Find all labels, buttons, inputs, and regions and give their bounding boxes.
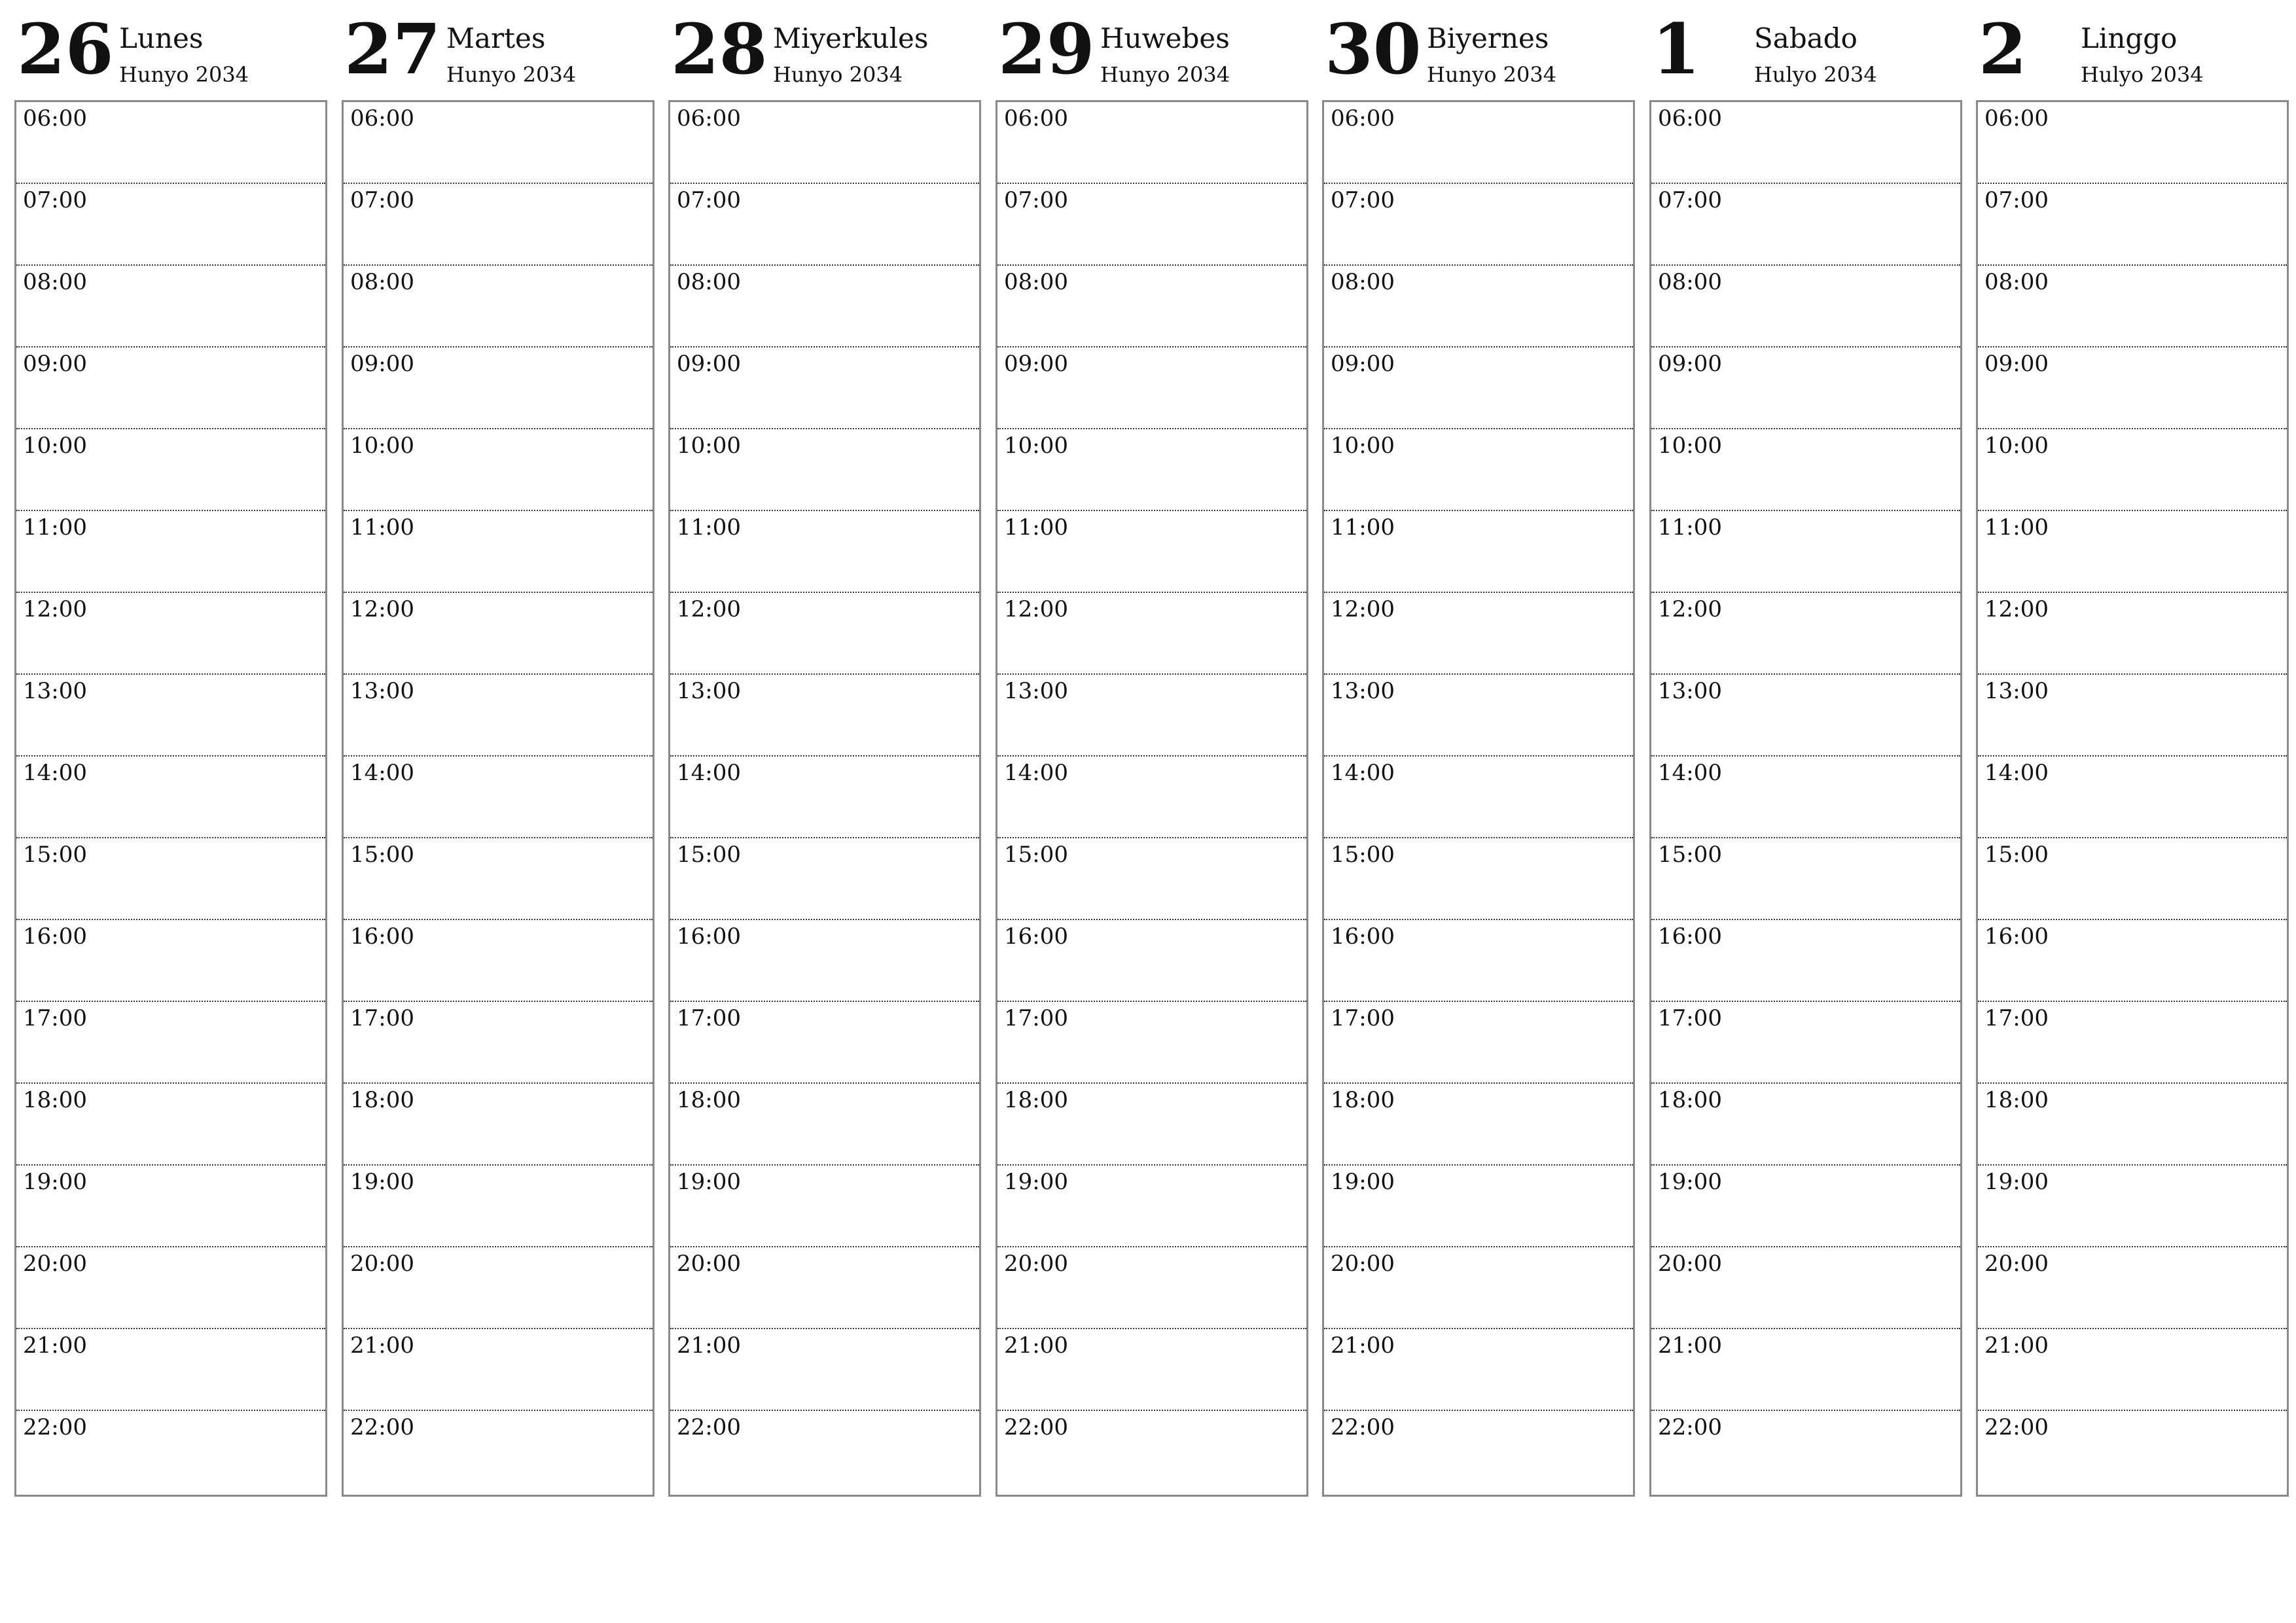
time-label: 15:00: [1984, 842, 2049, 868]
time-label: 22:00: [1658, 1414, 1722, 1440]
time-label: 11:00: [1331, 514, 1395, 541]
time-slot[interactable]: [1651, 348, 1960, 429]
time-slot[interactable]: [670, 1166, 979, 1247]
time-label: 06:00: [1658, 105, 1722, 132]
day-header: [668, 0, 981, 98]
time-slot[interactable]: [344, 184, 653, 266]
day-month-year: Hunyo 2034: [446, 62, 577, 87]
time-label: 21:00: [1004, 1332, 1068, 1359]
time-slot[interactable]: [670, 184, 979, 266]
time-label: 13:00: [350, 678, 414, 704]
time-slot[interactable]: [670, 266, 979, 348]
time-slot[interactable]: [1651, 511, 1960, 593]
time-slot[interactable]: [1324, 757, 1633, 838]
time-label: 14:00: [1984, 760, 2049, 786]
time-slot[interactable]: [997, 266, 1306, 348]
time-label: 20:00: [1331, 1251, 1395, 1277]
time-slot[interactable]: [344, 1247, 653, 1329]
time-slot[interactable]: [344, 1166, 653, 1247]
time-slot[interactable]: [997, 1166, 1306, 1247]
time-label: 17:00: [1984, 1005, 2049, 1031]
time-slot[interactable]: [344, 838, 653, 920]
time-slot[interactable]: [1651, 838, 1960, 920]
time-slot[interactable]: [1651, 1329, 1960, 1411]
time-slot[interactable]: [16, 1084, 325, 1166]
time-slot[interactable]: [997, 838, 1306, 920]
time-slot[interactable]: [1324, 1247, 1633, 1329]
time-label: 09:00: [350, 351, 414, 377]
time-label: 16:00: [1984, 923, 2049, 950]
time-slot[interactable]: [1651, 1166, 1960, 1247]
day-schedule-box: [342, 100, 655, 1497]
day-number: 27: [344, 8, 441, 90]
time-slot[interactable]: [997, 184, 1306, 266]
time-label: 15:00: [1004, 842, 1068, 868]
time-label: 18:00: [23, 1087, 87, 1113]
time-slot[interactable]: [1978, 757, 2287, 838]
time-slot[interactable]: [1978, 102, 2287, 184]
time-label: 18:00: [1004, 1087, 1068, 1113]
time-slot[interactable]: [1324, 675, 1633, 757]
time-slot[interactable]: [1324, 1411, 1633, 1493]
time-slot[interactable]: [997, 348, 1306, 429]
time-label: 21:00: [23, 1332, 87, 1359]
time-slot[interactable]: [1978, 593, 2287, 675]
time-label: 06:00: [23, 105, 87, 132]
time-label: 06:00: [1984, 105, 2049, 132]
time-slot[interactable]: [997, 1329, 1306, 1411]
time-slot[interactable]: [16, 1002, 325, 1084]
time-label: 13:00: [677, 678, 741, 704]
time-slot[interactable]: [344, 675, 653, 757]
day-schedule-box: [14, 100, 327, 1497]
day-month-year: Hunyo 2034: [1100, 62, 1230, 87]
time-slot[interactable]: [997, 1411, 1306, 1493]
time-label: 19:00: [23, 1169, 87, 1195]
time-slot[interactable]: [1324, 593, 1633, 675]
time-label: 15:00: [1331, 842, 1395, 868]
time-slot[interactable]: [1651, 1247, 1960, 1329]
time-label: 06:00: [677, 105, 741, 132]
day-header: [1322, 0, 1635, 98]
time-slot[interactable]: [670, 1002, 979, 1084]
time-label: 16:00: [677, 923, 741, 950]
time-slot[interactable]: [16, 429, 325, 511]
time-label: 08:00: [1658, 269, 1722, 295]
day-name: Miyerkules: [773, 22, 929, 54]
time-slot[interactable]: [344, 429, 653, 511]
time-slot[interactable]: [344, 757, 653, 838]
time-label: 11:00: [23, 514, 87, 541]
day-name: Biyernes: [1427, 22, 1549, 54]
time-slot[interactable]: [1651, 184, 1960, 266]
time-label: 12:00: [1984, 596, 2049, 622]
time-label: 06:00: [350, 105, 414, 132]
time-slot[interactable]: [1324, 1002, 1633, 1084]
time-label: 06:00: [1331, 105, 1395, 132]
time-slot[interactable]: [997, 920, 1306, 1002]
time-label: 12:00: [1658, 596, 1722, 622]
time-slot[interactable]: [1651, 1084, 1960, 1166]
time-slot[interactable]: [670, 102, 979, 184]
time-label: 19:00: [1004, 1169, 1068, 1195]
day-header: [14, 0, 327, 98]
time-label: 14:00: [1331, 760, 1395, 786]
time-slot[interactable]: [1978, 1329, 2287, 1411]
time-label: 07:00: [1984, 187, 2049, 213]
time-label: 07:00: [23, 187, 87, 213]
time-label: 20:00: [677, 1251, 741, 1277]
time-slot[interactable]: [1324, 511, 1633, 593]
time-label: 09:00: [1331, 351, 1395, 377]
time-label: 07:00: [677, 187, 741, 213]
time-slot[interactable]: [1651, 757, 1960, 838]
time-label: 07:00: [350, 187, 414, 213]
time-label: 08:00: [1004, 269, 1068, 295]
time-slot[interactable]: [344, 593, 653, 675]
time-slot[interactable]: [1651, 593, 1960, 675]
day-name: Sabado: [1754, 22, 1857, 54]
time-label: 10:00: [1004, 433, 1068, 459]
time-slot[interactable]: [16, 593, 325, 675]
time-label: 14:00: [1004, 760, 1068, 786]
day-number: 29: [998, 8, 1095, 90]
time-slot[interactable]: [16, 1166, 325, 1247]
time-slot[interactable]: [997, 1247, 1306, 1329]
time-label: 15:00: [23, 842, 87, 868]
day-name: Lunes: [119, 22, 204, 54]
time-label: 15:00: [350, 842, 414, 868]
time-slot[interactable]: [670, 920, 979, 1002]
time-label: 10:00: [350, 433, 414, 459]
time-label: 18:00: [350, 1087, 414, 1113]
time-slot[interactable]: [1978, 429, 2287, 511]
time-label: 17:00: [677, 1005, 741, 1031]
time-slot[interactable]: [997, 1002, 1306, 1084]
time-label: 19:00: [1658, 1169, 1722, 1195]
time-slot[interactable]: [16, 102, 325, 184]
time-slot[interactable]: [1978, 266, 2287, 348]
time-label: 15:00: [1658, 842, 1722, 868]
day-name: Martes: [446, 22, 546, 54]
time-label: 22:00: [1984, 1414, 2049, 1440]
time-slot[interactable]: [997, 429, 1306, 511]
time-slot[interactable]: [1978, 184, 2287, 266]
time-slot[interactable]: [1978, 1411, 2287, 1493]
time-label: 22:00: [350, 1414, 414, 1440]
time-slot[interactable]: [16, 184, 325, 266]
day-month-year: Hulyo 2034: [1754, 62, 1877, 87]
time-label: 17:00: [1658, 1005, 1722, 1031]
time-slot[interactable]: [670, 348, 979, 429]
time-label: 06:00: [1004, 105, 1068, 132]
time-label: 21:00: [677, 1332, 741, 1359]
time-label: 22:00: [677, 1414, 741, 1440]
time-label: 12:00: [350, 596, 414, 622]
time-label: 09:00: [1658, 351, 1722, 377]
time-label: 22:00: [1004, 1414, 1068, 1440]
time-slot[interactable]: [670, 593, 979, 675]
time-label: 07:00: [1004, 187, 1068, 213]
time-label: 16:00: [1004, 923, 1068, 950]
time-label: 10:00: [1984, 433, 2049, 459]
time-slot[interactable]: [344, 1002, 653, 1084]
day-schedule-box: [1322, 100, 1635, 1497]
day-schedule-box: [996, 100, 1308, 1497]
day-month-year: Hunyo 2034: [1427, 62, 1557, 87]
time-label: 13:00: [1658, 678, 1722, 704]
day-month-year: Hunyo 2034: [119, 62, 249, 87]
time-slot[interactable]: [1324, 1329, 1633, 1411]
time-slot[interactable]: [344, 102, 653, 184]
time-label: 22:00: [1331, 1414, 1395, 1440]
time-slot[interactable]: [1978, 838, 2287, 920]
time-label: 20:00: [1658, 1251, 1722, 1277]
time-slot[interactable]: [16, 348, 325, 429]
day-number: 26: [17, 8, 114, 90]
time-slot[interactable]: [344, 348, 653, 429]
time-label: 16:00: [23, 923, 87, 950]
time-label: 14:00: [350, 760, 414, 786]
time-label: 14:00: [677, 760, 741, 786]
time-label: 13:00: [1984, 678, 2049, 704]
time-slot[interactable]: [1651, 266, 1960, 348]
time-slot[interactable]: [1324, 920, 1633, 1002]
time-slot[interactable]: [1324, 429, 1633, 511]
time-label: 11:00: [1004, 514, 1068, 541]
time-slot[interactable]: [16, 266, 325, 348]
time-label: 13:00: [1004, 678, 1068, 704]
time-label: 19:00: [1984, 1169, 2049, 1195]
time-slot[interactable]: [997, 757, 1306, 838]
time-label: 16:00: [350, 923, 414, 950]
time-label: 17:00: [1004, 1005, 1068, 1031]
time-label: 20:00: [23, 1251, 87, 1277]
time-slot[interactable]: [1651, 920, 1960, 1002]
time-slot[interactable]: [670, 1329, 979, 1411]
time-label: 15:00: [677, 842, 741, 868]
day-number: 2: [1979, 8, 2027, 90]
time-label: 10:00: [677, 433, 741, 459]
time-slot[interactable]: [1978, 1002, 2287, 1084]
day-month-year: Hulyo 2034: [2081, 62, 2204, 87]
day-header: [1649, 0, 1962, 98]
time-slot[interactable]: [16, 1411, 325, 1493]
time-slot[interactable]: [16, 920, 325, 1002]
time-slot[interactable]: [670, 511, 979, 593]
time-label: 10:00: [23, 433, 87, 459]
time-label: 11:00: [350, 514, 414, 541]
time-label: 09:00: [677, 351, 741, 377]
time-slot[interactable]: [1324, 1166, 1633, 1247]
time-slot[interactable]: [1324, 184, 1633, 266]
time-slot[interactable]: [997, 511, 1306, 593]
time-label: 10:00: [1331, 433, 1395, 459]
time-slot[interactable]: [670, 838, 979, 920]
time-label: 21:00: [1331, 1332, 1395, 1359]
time-label: 09:00: [1984, 351, 2049, 377]
time-label: 07:00: [1658, 187, 1722, 213]
time-label: 12:00: [677, 596, 741, 622]
time-slot[interactable]: [344, 920, 653, 1002]
time-label: 11:00: [1658, 514, 1722, 541]
time-label: 19:00: [677, 1169, 741, 1195]
time-slot[interactable]: [1324, 102, 1633, 184]
time-label: 20:00: [1004, 1251, 1068, 1277]
time-label: 20:00: [1984, 1251, 2049, 1277]
time-label: 08:00: [1331, 269, 1395, 295]
day-name: Linggo: [2081, 22, 2178, 54]
time-label: 21:00: [1658, 1332, 1722, 1359]
time-label: 13:00: [23, 678, 87, 704]
time-label: 11:00: [677, 514, 741, 541]
time-label: 08:00: [23, 269, 87, 295]
time-label: 17:00: [23, 1005, 87, 1031]
day-number: 30: [1325, 8, 1422, 90]
time-label: 19:00: [350, 1169, 414, 1195]
time-slot[interactable]: [1324, 266, 1633, 348]
time-label: 16:00: [1331, 923, 1395, 950]
time-slot[interactable]: [1651, 429, 1960, 511]
time-slot[interactable]: [670, 429, 979, 511]
time-slot[interactable]: [1651, 1002, 1960, 1084]
time-slot[interactable]: [1978, 1084, 2287, 1166]
time-slot[interactable]: [670, 757, 979, 838]
time-slot[interactable]: [997, 675, 1306, 757]
time-label: 18:00: [1658, 1087, 1722, 1113]
time-slot[interactable]: [1978, 920, 2287, 1002]
time-label: 10:00: [1658, 433, 1722, 459]
time-slot[interactable]: [1324, 348, 1633, 429]
time-slot[interactable]: [344, 511, 653, 593]
time-slot[interactable]: [344, 266, 653, 348]
time-label: 11:00: [1984, 514, 2049, 541]
time-slot[interactable]: [670, 1247, 979, 1329]
day-header: [996, 0, 1308, 98]
time-slot[interactable]: [997, 593, 1306, 675]
time-label: 18:00: [1331, 1087, 1395, 1113]
time-slot[interactable]: [1978, 1166, 2287, 1247]
time-slot[interactable]: [1978, 348, 2287, 429]
time-slot[interactable]: [1324, 838, 1633, 920]
time-label: 13:00: [1331, 678, 1395, 704]
time-label: 08:00: [677, 269, 741, 295]
time-slot[interactable]: [344, 1411, 653, 1493]
time-slot[interactable]: [997, 1084, 1306, 1166]
time-slot[interactable]: [16, 511, 325, 593]
day-header: [342, 0, 655, 98]
day-schedule-box: [668, 100, 981, 1497]
time-label: 09:00: [1004, 351, 1068, 377]
time-label: 21:00: [350, 1332, 414, 1359]
time-label: 12:00: [1004, 596, 1068, 622]
time-label: 18:00: [677, 1087, 741, 1113]
time-slot[interactable]: [16, 838, 325, 920]
time-label: 16:00: [1658, 923, 1722, 950]
day-schedule-box: [1649, 100, 1962, 1497]
day-name: Huwebes: [1100, 22, 1230, 54]
time-slot[interactable]: [344, 1329, 653, 1411]
time-label: 20:00: [350, 1251, 414, 1277]
time-slot[interactable]: [670, 1411, 979, 1493]
time-label: 21:00: [1984, 1332, 2049, 1359]
time-slot[interactable]: [997, 102, 1306, 184]
time-slot[interactable]: [1651, 1411, 1960, 1493]
time-label: 14:00: [23, 760, 87, 786]
time-slot[interactable]: [670, 1084, 979, 1166]
time-slot[interactable]: [670, 675, 979, 757]
time-slot[interactable]: [1324, 1084, 1633, 1166]
time-label: 08:00: [350, 269, 414, 295]
day-header: [1976, 0, 2289, 98]
time-label: 14:00: [1658, 760, 1722, 786]
time-slot[interactable]: [1978, 1247, 2287, 1329]
time-slot[interactable]: [16, 757, 325, 838]
time-slot[interactable]: [16, 1329, 325, 1411]
day-schedule-box: [1976, 100, 2289, 1497]
time-slot[interactable]: [344, 1084, 653, 1166]
time-slot[interactable]: [1978, 675, 2287, 757]
day-number: 1: [1652, 8, 1700, 90]
time-label: 22:00: [23, 1414, 87, 1440]
time-label: 17:00: [350, 1005, 414, 1031]
time-slot[interactable]: [1978, 511, 2287, 593]
time-label: 19:00: [1331, 1169, 1395, 1195]
time-label: 09:00: [23, 351, 87, 377]
time-label: 08:00: [1984, 269, 2049, 295]
time-label: 07:00: [1331, 187, 1395, 213]
day-number: 28: [671, 8, 768, 90]
time-slot[interactable]: [1651, 102, 1960, 184]
time-label: 12:00: [1331, 596, 1395, 622]
time-label: 18:00: [1984, 1087, 2049, 1113]
time-label: 12:00: [23, 596, 87, 622]
time-slot[interactable]: [16, 675, 325, 757]
time-slot[interactable]: [1651, 675, 1960, 757]
time-slot[interactable]: [16, 1247, 325, 1329]
time-label: 17:00: [1331, 1005, 1395, 1031]
day-month-year: Hunyo 2034: [773, 62, 903, 87]
